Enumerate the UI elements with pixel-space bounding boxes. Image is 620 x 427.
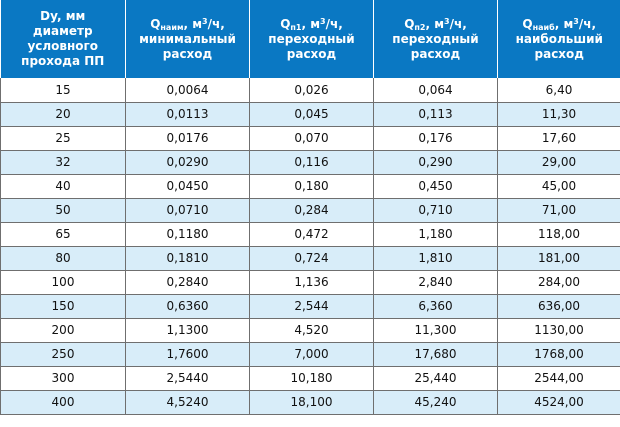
header-q-max-line1 [502,17,617,32]
unit-superscript: 3 [573,16,579,26]
cell-diameter: 250 [1,342,126,366]
table-row [1,222,620,246]
cell-q-t1: 0,070 [250,126,374,150]
cell-diameter: 80 [1,246,126,270]
cell-q-max: 284,00 [498,270,620,294]
q-subscript: п1 [290,22,302,32]
header-q-transition-1 [250,0,374,78]
table-row [1,390,620,414]
table-row [1,150,620,174]
cell-q-t1: 18,100 [250,390,374,414]
table-row [1,246,620,270]
cell-diameter: 40 [1,174,126,198]
cell-q-t1: 0,026 [250,78,374,102]
header-diameter-line: диаметр [32,24,93,38]
q-subscript: наиб [532,22,555,32]
cell-q-max: 2544,00 [498,366,620,390]
cell-q-min: 4,5240 [126,390,250,414]
unit-text: /ч, [207,16,225,31]
cell-q-t2: 1,180 [374,222,498,246]
table-row [1,198,620,222]
cell-q-min: 1,7600 [126,342,250,366]
table-row [1,294,620,318]
header-q-t1-line1 [254,17,369,32]
cell-q-t2: 0,113 [374,102,498,126]
header-q-t2-line3: расход [410,46,461,61]
table-row [1,366,620,390]
cell-diameter: 100 [1,270,126,294]
cell-q-min: 0,0450 [126,174,250,198]
cell-q-t1: 10,180 [250,366,374,390]
header-q-t1-line2: переходный [268,31,355,46]
header-q-min-line2: минимальный [139,31,236,46]
unit-text: , м [183,16,203,31]
table-row [1,318,620,342]
cell-diameter: 300 [1,366,126,390]
unit-superscript: 3 [320,16,326,26]
cell-q-min: 2,5440 [126,366,250,390]
table-row [1,174,620,198]
header-diameter-line: прохода ПП [21,54,105,68]
cell-q-t2: 0,290 [374,150,498,174]
cell-q-max: 6,40 [498,78,620,102]
cell-q-max: 11,30 [498,102,620,126]
table-row [1,78,620,102]
unit-text: , м [554,16,574,31]
cell-q-max: 45,00 [498,174,620,198]
q-subscript: п2 [414,22,426,32]
cell-q-t1: 2,544 [250,294,374,318]
header-q-min-line1 [130,17,245,32]
cell-diameter: 20 [1,102,126,126]
table-row [1,126,620,150]
header-q-t1-line3: расход [286,46,337,61]
cell-q-t1: 0,045 [250,102,374,126]
header-row [1,0,620,78]
cell-q-t1: 7,000 [250,342,374,366]
cell-q-t1: 1,136 [250,270,374,294]
cell-q-t2: 45,240 [374,390,498,414]
cell-diameter: 25 [1,126,126,150]
cell-q-t2: 17,680 [374,342,498,366]
cell-diameter: 150 [1,294,126,318]
cell-diameter: 400 [1,390,126,414]
unit-text: , м [301,16,321,31]
cell-diameter: 65 [1,222,126,246]
cell-q-t1: 0,116 [250,150,374,174]
table-header [1,0,620,78]
table-row [1,270,620,294]
header-q-min-line3: расход [162,46,213,61]
cell-q-min: 0,0176 [126,126,250,150]
header-diameter [1,0,126,78]
q-symbol: Q [522,16,533,31]
cell-q-max: 181,00 [498,246,620,270]
cell-q-t2: 0,710 [374,198,498,222]
cell-q-t2: 0,064 [374,78,498,102]
cell-q-t2: 1,810 [374,246,498,270]
cell-q-min: 0,0710 [126,198,250,222]
cell-diameter: 32 [1,150,126,174]
table-body [1,78,620,414]
q-symbol: Q [150,16,161,31]
cell-q-max: 17,60 [498,126,620,150]
table-row [1,102,620,126]
cell-q-t1: 0,180 [250,174,374,198]
cell-q-min: 0,6360 [126,294,250,318]
unit-text: /ч, [449,16,467,31]
header-q-max [498,0,620,78]
cell-q-t2: 6,360 [374,294,498,318]
header-diameter-line: Dy, мм [40,9,86,23]
header-q-max-line2: наибольший [515,31,603,46]
cell-q-max: 1768,00 [498,342,620,366]
cell-q-t1: 0,472 [250,222,374,246]
q-subscript: наим [160,22,184,32]
cell-q-min: 0,0290 [126,150,250,174]
unit-superscript: 3 [444,16,450,26]
cell-q-t2: 2,840 [374,270,498,294]
cell-q-t2: 0,176 [374,126,498,150]
cell-q-min: 1,1300 [126,318,250,342]
q-symbol: Q [280,16,291,31]
cell-q-t1: 0,284 [250,198,374,222]
header-diameter-line: условного [27,39,99,53]
cell-diameter: 50 [1,198,126,222]
cell-q-t1: 4,520 [250,318,374,342]
cell-q-t2: 11,300 [374,318,498,342]
cell-q-min: 0,1810 [126,246,250,270]
header-q-min [126,0,250,78]
header-q-max-line3: расход [534,46,584,61]
cell-q-max: 1130,00 [498,318,620,342]
q-symbol: Q [404,16,415,31]
cell-q-min: 0,0113 [126,102,250,126]
cell-diameter: 15 [1,78,126,102]
header-q-transition-2 [374,0,498,78]
cell-q-min: 0,1180 [126,222,250,246]
header-q-t2-line2: переходный [392,31,479,46]
unit-text: /ч, [325,16,343,31]
cell-q-max: 71,00 [498,198,620,222]
cell-q-min: 0,0064 [126,78,250,102]
header-q-t2-line1 [378,17,493,32]
unit-text: /ч, [578,16,597,31]
unit-text: , м [425,16,445,31]
cell-q-max: 29,00 [498,150,620,174]
cell-q-max: 118,00 [498,222,620,246]
cell-q-t2: 0,450 [374,174,498,198]
cell-q-max: 4524,00 [498,390,620,414]
cell-q-max: 636,00 [498,294,620,318]
cell-q-t1: 0,724 [250,246,374,270]
unit-superscript: 3 [202,16,208,26]
cell-q-min: 0,2840 [126,270,250,294]
table-row [1,342,620,366]
cell-q-t2: 25,440 [374,366,498,390]
cell-diameter: 200 [1,318,126,342]
